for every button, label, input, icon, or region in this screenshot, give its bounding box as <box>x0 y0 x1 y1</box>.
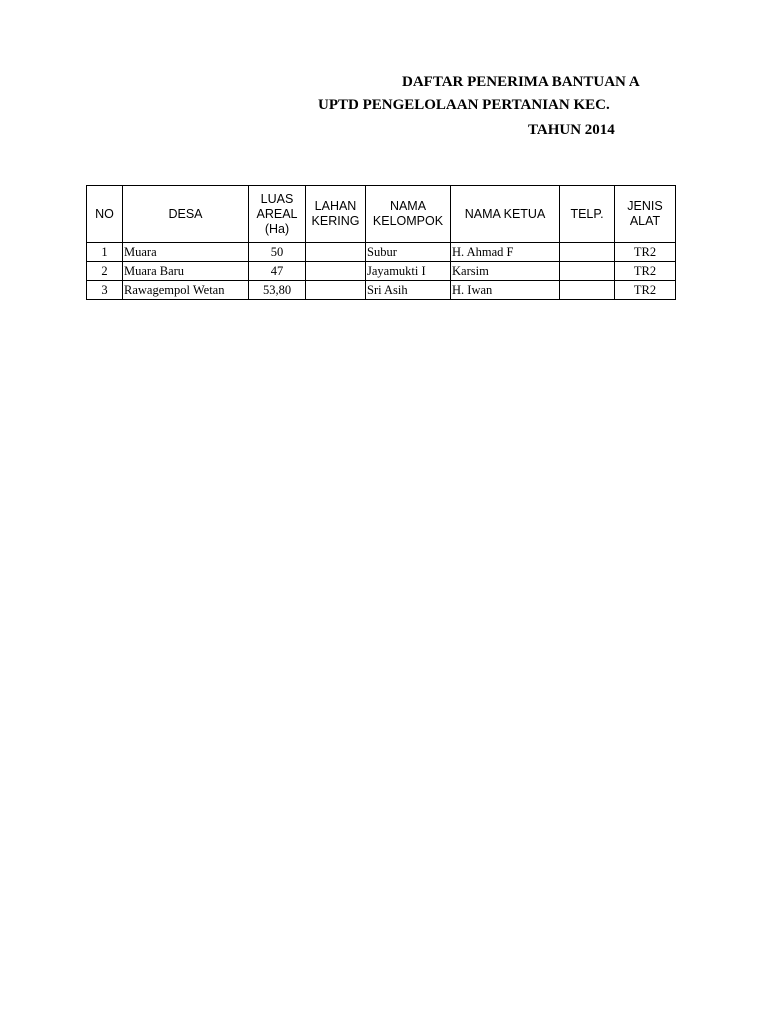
cell-no: 1 <box>87 243 123 262</box>
cell-desa: Rawagempol Wetan <box>123 281 249 300</box>
cell-telp <box>560 281 615 300</box>
column-header-desa: DESA <box>123 186 249 243</box>
cell-nama-kelompok: Subur <box>366 243 451 262</box>
cell-no: 2 <box>87 262 123 281</box>
column-header-nama-ketua: NAMA KETUA <box>451 186 560 243</box>
document-title: DAFTAR PENERIMA BANTUAN A <box>402 74 640 90</box>
cell-jenis-alat: TR2 <box>615 262 676 281</box>
cell-desa: Muara <box>123 243 249 262</box>
cell-lahan-kering <box>306 281 366 300</box>
cell-telp <box>560 243 615 262</box>
cell-no: 3 <box>87 281 123 300</box>
cell-luas-areal: 47 <box>249 262 306 281</box>
table-header-row <box>87 186 676 243</box>
document-subtitle: UPTD PENGELOLAAN PERTANIAN KEC. <box>318 97 610 113</box>
column-header-no: NO <box>87 186 123 243</box>
column-header-jenis-alat: JENIS ALAT <box>615 186 676 243</box>
cell-luas-areal: 53,80 <box>249 281 306 300</box>
table-row <box>87 243 676 262</box>
column-header-lahan-kering: LAHAN KERING <box>306 186 366 243</box>
column-header-telp: TELP. <box>560 186 615 243</box>
cell-nama-kelompok: Jayamukti I <box>366 262 451 281</box>
table-row <box>87 281 676 300</box>
cell-nama-kelompok: Sri Asih <box>366 281 451 300</box>
column-header-nama-kelompok: NAMA KELOMPOK <box>366 186 451 243</box>
cell-nama-ketua: Karsim <box>451 262 560 281</box>
cell-nama-ketua: H. Iwan <box>451 281 560 300</box>
cell-jenis-alat: TR2 <box>615 281 676 300</box>
cell-luas-areal: 50 <box>249 243 306 262</box>
cell-lahan-kering <box>306 243 366 262</box>
recipient-table <box>86 185 676 300</box>
cell-telp <box>560 262 615 281</box>
document-year: TAHUN 2014 <box>528 122 615 138</box>
column-header-luas-areal: LUAS AREAL (Ha) <box>249 186 306 243</box>
cell-lahan-kering <box>306 262 366 281</box>
cell-desa: Muara Baru <box>123 262 249 281</box>
table-row <box>87 262 676 281</box>
cell-jenis-alat: TR2 <box>615 243 676 262</box>
cell-nama-ketua: H. Ahmad F <box>451 243 560 262</box>
